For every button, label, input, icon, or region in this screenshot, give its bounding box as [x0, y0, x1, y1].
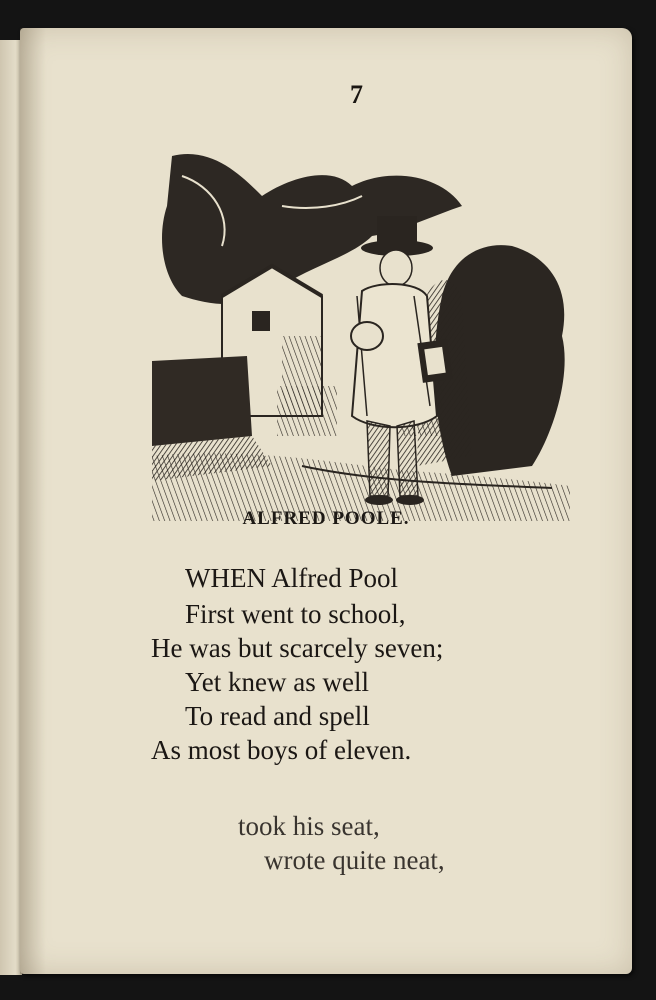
poem-line: He was but scarcely seven; — [151, 633, 444, 663]
poem-line: took his seat, — [238, 811, 380, 841]
poem-line: WHEN Alfred Pool — [185, 563, 398, 593]
poem-line: As most boys of eleven. — [151, 735, 412, 765]
poem-line: To read and spell — [185, 701, 370, 731]
facing-page-edge — [0, 40, 22, 975]
poem-line: wrote quite neat, — [264, 845, 445, 875]
poem-title: ALFRED POOLE. — [242, 508, 410, 529]
poem-line: First went to school, — [185, 599, 406, 629]
book-page — [20, 28, 632, 974]
page-number: 7 — [350, 80, 363, 109]
woodcut-boy-with-book-icon — [152, 136, 570, 521]
poem-line: Yet knew as well — [185, 667, 369, 697]
